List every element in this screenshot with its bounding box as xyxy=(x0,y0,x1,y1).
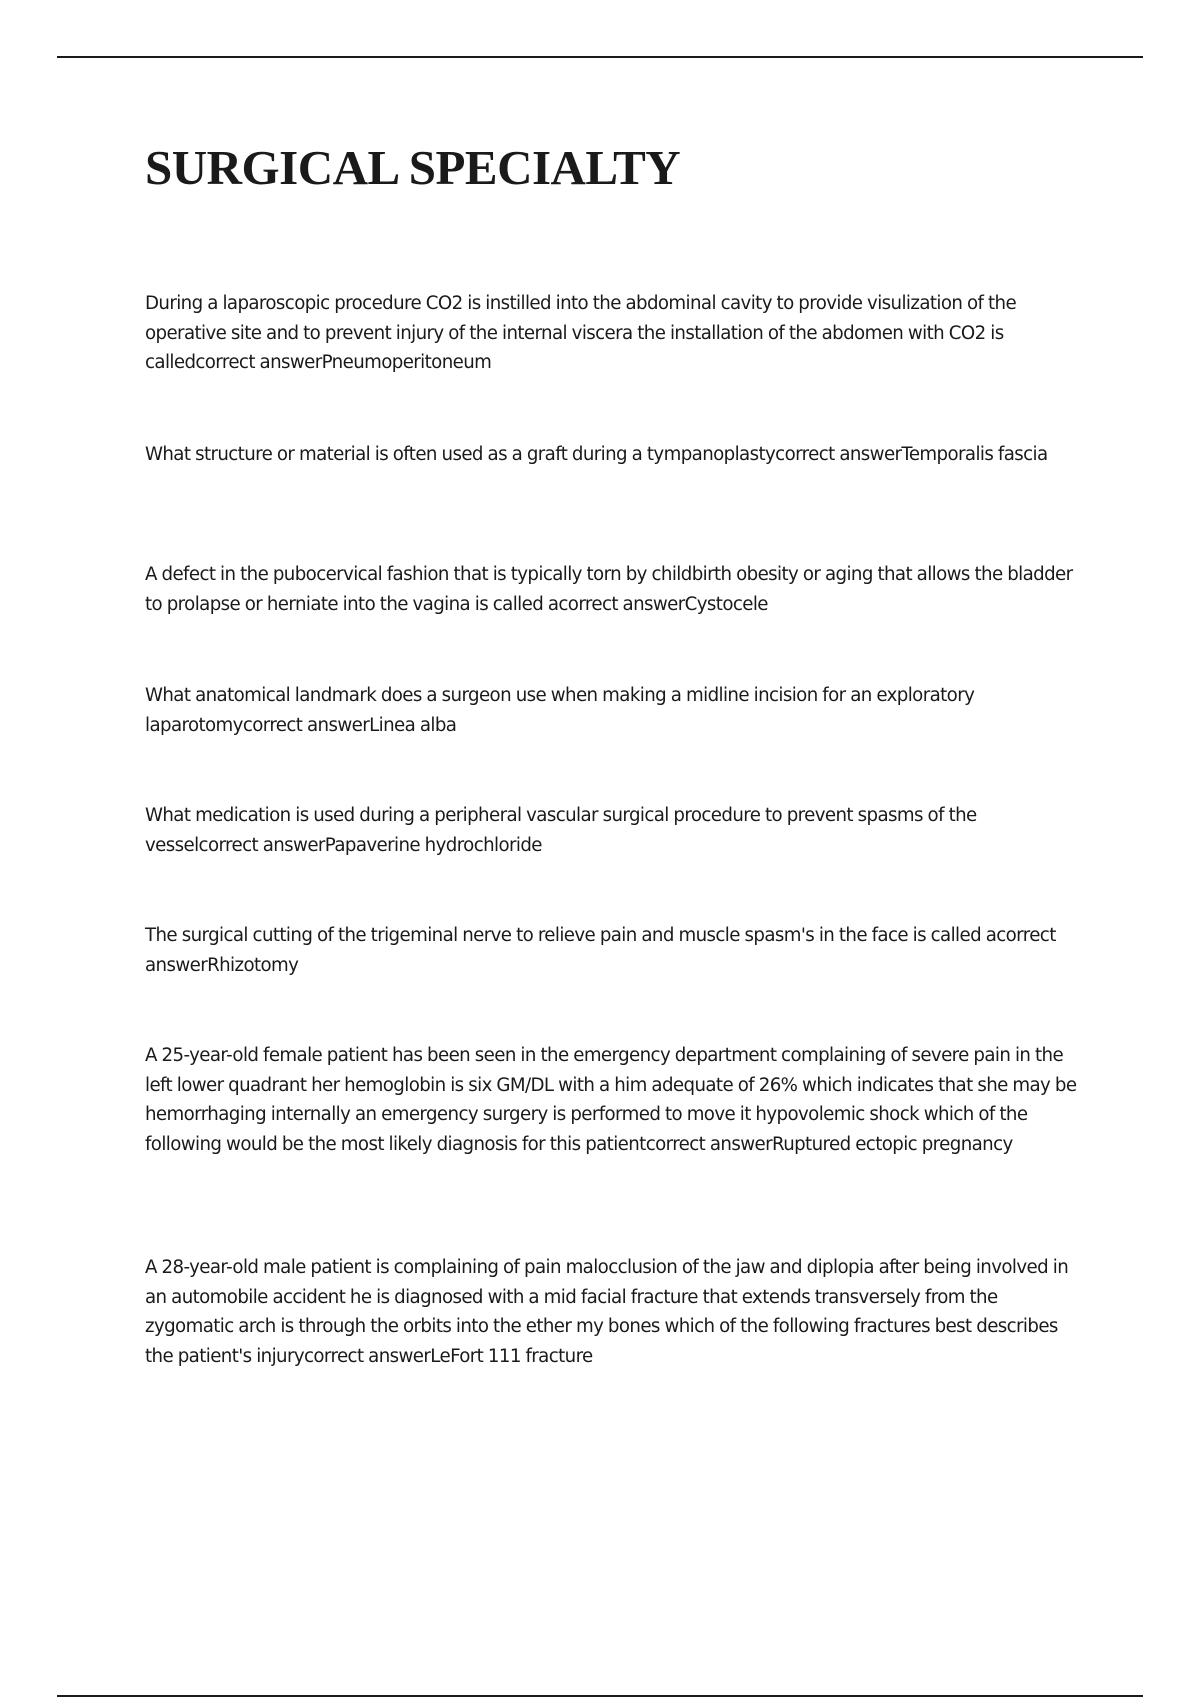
qa-entry-8: A 28-year-old male patient is complaining of pain malocclusion of the jaw and diplopia after being involved in an automobile accident he is diagnosed with a mid facial fracture that extends transversely from the zygomatic arch is through the orbits into the ether my bones which of the following fractures best describes the patient's injurycorrect answerLeFort 111 fracture xyxy=(145,1257,1069,1367)
qa-entry-7: A 25-year-old female patient has been seen in the emergency department complaining of severe pain in the left lower quadrant her hemoglobin is six GM/DL with a him adequate of 26% which indicates that she may be hemorrhaging internally an emergency surgery is performed to move it hypovolemic shock which of the following would be the most likely diagnosis for this patientcorrect answerRuptured ectopic pregnancy xyxy=(145,1045,1077,1155)
bottom-divider xyxy=(57,1695,1143,1697)
qa-entry-4: What anatomical landmark does a surgeon use when making a midline incision for an exploratory laparotomycorrect answerLinea alba xyxy=(145,685,975,736)
qa-entry-6: The surgical cutting of the trigeminal nerve to relieve pain and muscle spasm's in the face is called acorrect answerRhizotomy xyxy=(145,925,1056,976)
qa-entry-1: During a laparoscopic procedure CO2 is instilled into the abdominal cavity to provide visulization of the operative site and to prevent injury of the internal viscera the installation of the abdomen with CO2 is calledcorrect answerPneumoperitoneum xyxy=(145,293,1017,374)
qa-entry-5: What medication is used during a peripheral vascular surgical procedure to prevent spasms of the vesselcorrect answerPapaverine hydrochloride xyxy=(145,805,977,856)
top-divider xyxy=(57,56,1143,58)
page-title: SURGICAL SPECIALTY xyxy=(145,140,681,195)
qa-entry-2: What structure or material is often used as a graft during a tympanoplastycorrect answerTemporalis fascia xyxy=(145,444,1048,465)
qa-entry-3: A defect in the pubocervical fashion that is typically torn by childbirth obesity or aging that allows the bladder to prolapse or herniate into the vagina is called acorrect answerCystocele xyxy=(145,564,1073,615)
